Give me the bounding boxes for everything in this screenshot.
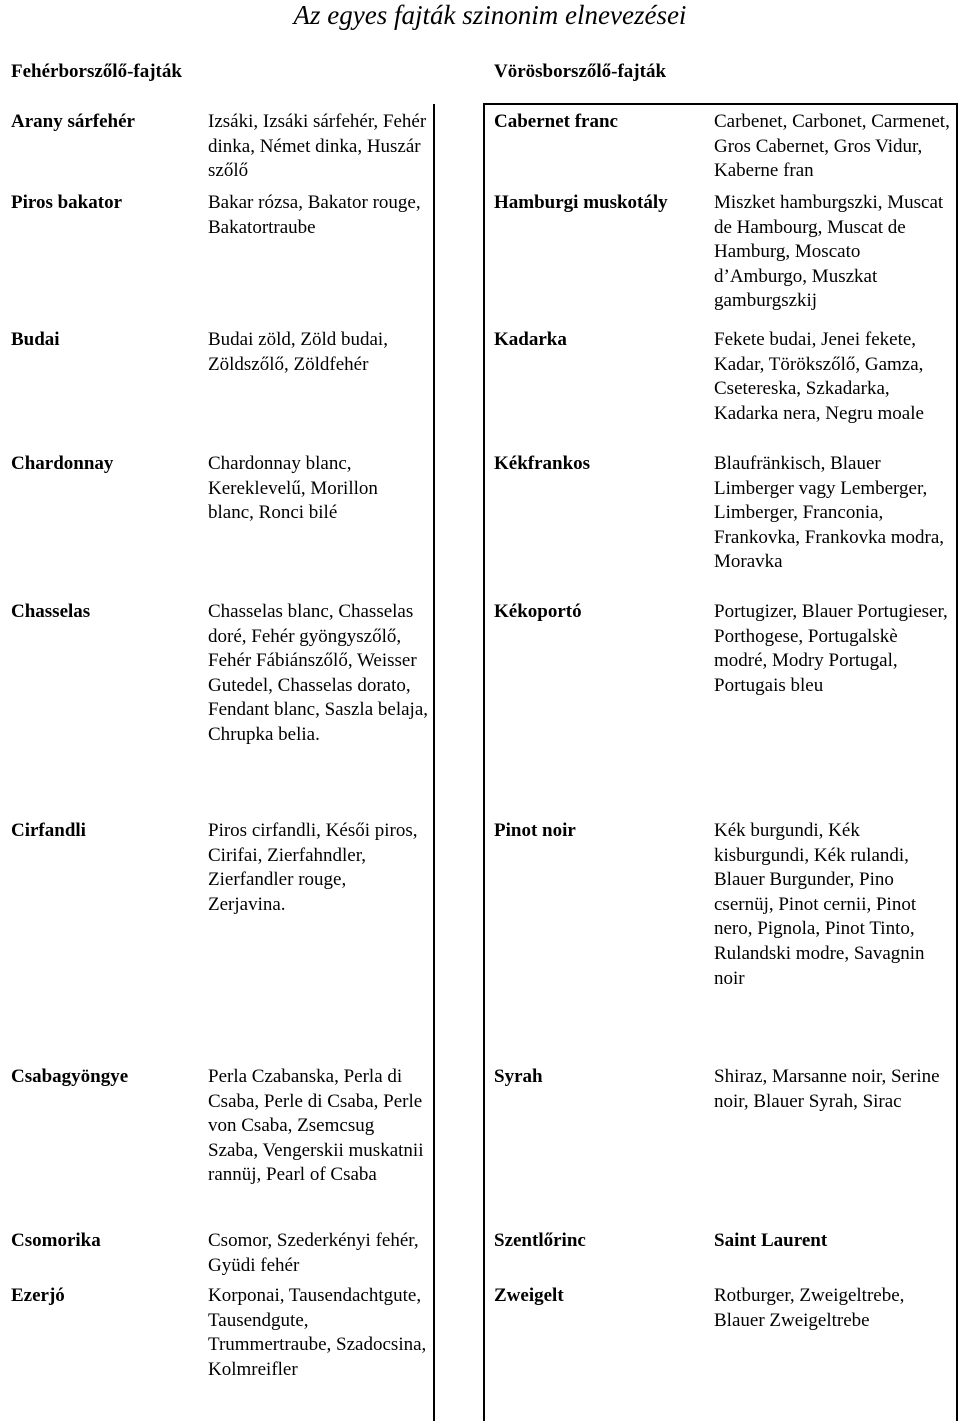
- white-name-1: Arany sárfehér: [11, 111, 135, 132]
- red-varieties-header: Vörösborszőlő-fajták: [494, 61, 667, 82]
- red-name-9: Zweigelt: [494, 1285, 564, 1306]
- white-synonyms-6: Piros cirfandli, Késői piros, Cirifai, Zierfahndler, Zierfandler rouge, Zerjavina.: [208, 820, 418, 915]
- red-synonyms-3: Fekete budai, Jenei fekete, Kadar, Törökszőlő, Gamza, Csetereska, Szkadarka, Kadarka nera, Negru moale: [714, 329, 924, 424]
- white-name-7: Csabagyöngye: [11, 1066, 129, 1087]
- white-synonyms-7: Perla Czabanska, Perla di Csaba, Perle di Csaba, Perle von Csaba, Zsemcsug Szaba, Vengerskii muskatnii rannüj, Pearl of Csaba: [208, 1066, 424, 1186]
- white-synonyms-5: Chasselas blanc, Chasselas doré, Fehér gyöngyszőlő, Fehér Fábiánszőlő, Weisser Gutedel, Chasselas dorato, Fendant blanc, Saszla belaja, Chrupka belia.: [208, 601, 429, 745]
- red-name-5: Kékoportó: [494, 601, 582, 622]
- red-right-border: [956, 104, 958, 1421]
- white-name-4: Chardonnay: [11, 453, 114, 474]
- white-name-5: Chasselas: [11, 601, 91, 622]
- red-synonyms-2: Miszket hamburgszki, Muscat de Hambourg, Muscat de Hamburg, Moscato d’Amburgo, Muszkat gamburgszkij: [714, 192, 944, 312]
- red-synonyms-8: Saint Laurent: [714, 1230, 828, 1251]
- red-synonyms-7: Shiraz, Marsanne noir, Serine noir, Blauer Syrah, Sirac: [714, 1066, 940, 1112]
- red-top-border: [483, 103, 958, 105]
- red-name-8: Szentlőrinc: [494, 1230, 586, 1251]
- red-name-7: Syrah: [494, 1066, 543, 1087]
- red-synonyms-4: Blaufränkisch, Blauer Limberger vagy Lemberger, Limberger, Franconia, Frankovka, Frankovka modra, Moravka: [714, 453, 945, 573]
- white-name-3: Budai: [11, 329, 60, 350]
- white-name-6: Cirfandli: [11, 820, 86, 841]
- white-synonyms-2: Bakar rózsa, Bakator rouge, Bakatortraube: [208, 192, 421, 238]
- red-synonyms-6: Kék burgundi, Kék kisburgundi, Kék rulandi, Blauer Burgunder, Pino csernüj, Pinot cernii, Pinot nero, Pignola, Pinot Tinto, Rulandski modre, Savagnin noir: [714, 820, 925, 989]
- red-name-4: Kékfrankos: [494, 453, 591, 474]
- white-synonyms-3: Budai zöld, Zöld budai, Zöldszőlő, Zöldfehér: [208, 329, 388, 375]
- white-name-8: Csomorika: [11, 1230, 101, 1251]
- red-name-1: Cabernet franc: [494, 111, 618, 132]
- white-name-9: Ezerjó: [11, 1285, 65, 1306]
- red-synonyms-5: Portugizer, Blauer Portugieser, Porthogese, Portugalskè modré, Modry Portugal, Portugais bleu: [714, 601, 948, 696]
- white-synonyms-4: Chardonnay blanc, Kereklevelű, Morillon blanc, Ronci bilé: [208, 453, 378, 524]
- white-name-2: Piros bakator: [11, 192, 123, 213]
- white-right-border: [433, 104, 435, 1421]
- page-title: Az egyes fajták szinonim elnevezései: [293, 0, 687, 30]
- red-synonyms-9: Rotburger, Zweigeltrebe, Blauer Zweigeltrebe: [714, 1285, 905, 1331]
- white-synonyms-1: Izsáki, Izsáki sárfehér, Fehér dinka, Német dinka, Huszár szőlő: [208, 111, 427, 182]
- red-name-3: Kadarka: [494, 329, 567, 350]
- red-left-border: [483, 104, 485, 1421]
- red-name-2: Hamburgi muskotály: [494, 192, 668, 213]
- white-synonyms-9: Korponai, Tausendachtgute, Tausendgute, Trummertraube, Szadocsina, Kolmreifler: [208, 1285, 427, 1380]
- red-name-6: Pinot noir: [494, 820, 576, 841]
- red-synonyms-1: Carbenet, Carbonet, Carmenet, Gros Cabernet, Gros Vidur, Kaberne fran: [714, 111, 950, 182]
- white-varieties-header: Fehérborszőlő-fajták: [11, 61, 182, 82]
- white-synonyms-8: Csomor, Szederkényi fehér, Gyüdi fehér: [208, 1230, 419, 1276]
